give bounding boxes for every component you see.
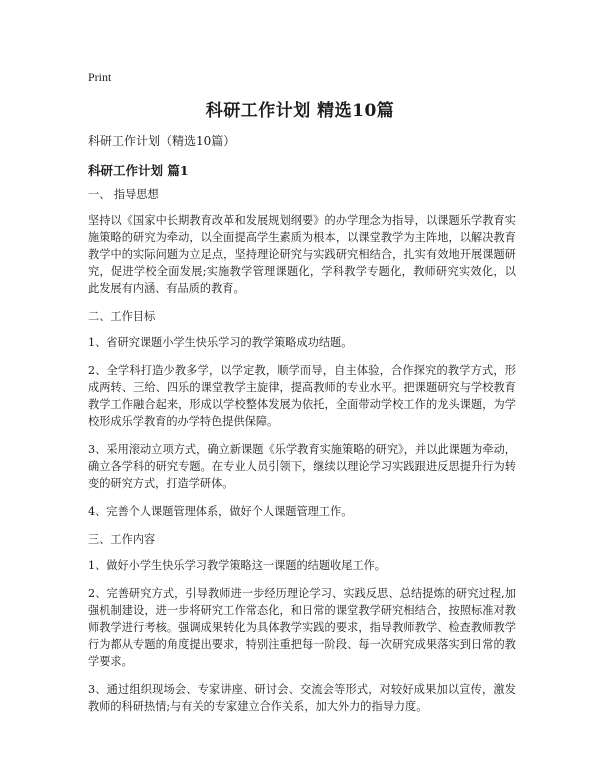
heading-work-content: 三、工作内容 — [88, 533, 156, 546]
paragraph: 1、省研究课题小学生快乐学习的教学策略成功结题。 — [88, 336, 353, 349]
paragraph: 2、完善研究方式，引导教师进一步经历理论学习、实践反思、总结提炼的研究过程,加强机制建设，进一步将研究工作常态化，和日常的课堂教学研究相结合，按照标准对教师教学进行考核。强调成果转化为具体教学实践的要求，指导教师教学、检查教师教学行为都从专题的角度提出要求，特别注重把每一阶段、每一次研究成果落实到日常的教学要求。 — [88, 587, 516, 668]
print-link[interactable]: Print — [88, 70, 112, 84]
paragraph: 3、通过组织现场会、专家讲座、研讨会、交流会等形式，对较好成果加以宣传，激发教师的科研热情;与有关的专家建立合作关系，加大外力的指导力度。 — [88, 683, 516, 713]
document-subtitle: 科研工作计划（精选10篇） — [88, 134, 236, 148]
document-body — [88, 186, 516, 726]
paragraph: 3、采用滚动立项方式，确立新课题《乐学教育实施策略的研究》，并以此课题为牵动，确立各学科的研究专题。在专业人员引领下，继续以理论学习实践跟进反思提升行为转变的研究方式，打造学研体。 — [88, 443, 516, 490]
heading-guiding-ideology: 一、 指导思想 — [88, 188, 159, 201]
page-title: 科研工作计划 精选10篇 — [205, 101, 395, 121]
section-heading: 科研工作计划 篇1 — [88, 163, 189, 178]
paragraph: 2、全学科打造少教多学，以学定教，顺学而导，自主体验，合作探究的教学方式，形成两转、三给、四乐的课堂教学主旋律，提高教师的专业水平。把课题研究与学校教育教学工作融合起来，形成以学校整体发展为依托，全面带动学校工作的龙头课题，为学校形成乐学教育的办学特色提供保障。 — [88, 364, 516, 428]
paragraph: 坚持以《国家中长期教育改革和发展规划纲要》的办学理念为指导，以课题乐学教育实施策略的研究为牵动，以全面提高学生素质为根本，以课堂教学为主阵地，以解决教育教学中的实际问题为立足点，坚持理论研究与实践研究相结合，扎实有效地开展课题研究，促进学校全面发展;实施教学管理课题化，学科教学专题化，教师研究实效化，以此发展有内涵、有品质的教育。 — [88, 214, 516, 295]
paragraph: 1、做好小学生快乐学习教学策略这一课题的结题收尾工作。 — [88, 559, 386, 572]
paragraph: 4、完善个人课题管理体系，做好个人课题管理工作。 — [88, 505, 353, 518]
heading-work-goals: 二、工作目标 — [88, 310, 156, 323]
